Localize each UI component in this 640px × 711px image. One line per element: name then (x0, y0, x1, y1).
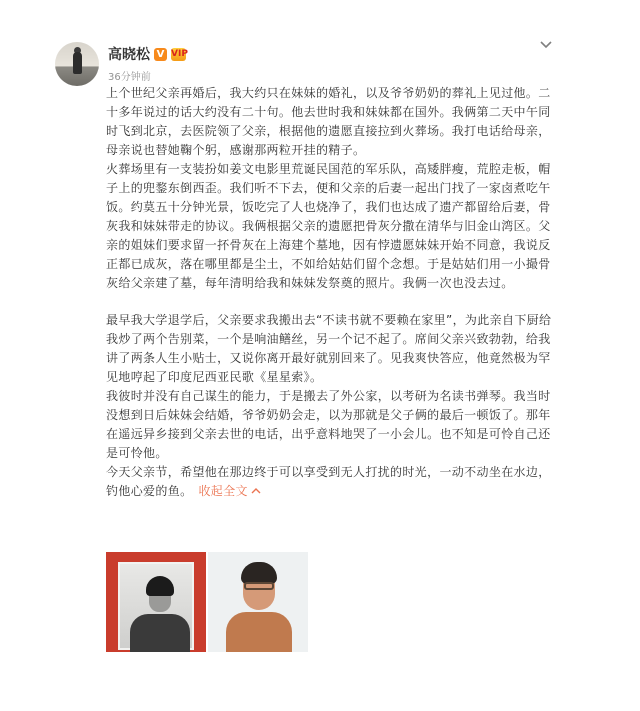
paragraph-1: 上个世纪父亲再婚后，我大约只在妹妹的婚礼，以及爷爷奶奶的葬礼上见过他。二十多年说过的话大约没有二十句。他去世时我和妹妹都在国外。我俩第二天中午同时飞到北京，去医院领了父亲，根据他的遗愿直接拉到火葬场。我打电话给母亲，母亲说也替她鞠个躬，感谢那两粒开挂的精子。 (106, 86, 551, 157)
chevron-up-icon[interactable] (251, 487, 261, 495)
glasses-icon (244, 582, 274, 590)
paragraph-3: 最早我大学退学后，父亲要求我搬出去“不读书就不要赖在家里”，为此亲自下厨给我炒了两个告别菜，一个是响油鳝丝，另一个记不起了。席间父亲兴致勃勃，给我讲了两条人生小贴士，又说你离开最好就别回来了。见我爽快答应，他竟然极为罕见地哼起了印度尼西亚民歌《星星索》。 (106, 313, 552, 384)
verified-badge-icon[interactable]: V (154, 48, 167, 61)
paragraph-2: 火葬场里有一支装扮如姜文电影里荒诞民国范的军乐队，高矮胖瘦，荒腔走板，帽子上的兜鍪东倒西歪。我们听不下去，便和父亲的后妻一起出门找了一家卤煮吃午饭。约莫五十分钟光景，饭吃完了人也烧净了，我们也达成了遗产都留给后妻，骨灰我和妹妹带走的协议。我俩根据父亲的遗愿把骨灰分撒在清华与旧金山湾区。父亲的姐妹们要求留一抔骨灰在上海建个墓地，因有悖遗愿妹妹开始不同意，我说反正都已成灰，落在哪里都是尘土，不如给姑姑们留个念想。于是姑姑们用一小撮骨灰给父亲建了墓，每年清明给我和妹妹发祭奠的照片。我俩一次也没去过。 (106, 162, 551, 290)
avatar-figure-body (73, 52, 82, 74)
photo-young-man-portrait[interactable] (106, 552, 206, 652)
post-content (106, 84, 558, 501)
avatar[interactable] (55, 42, 99, 86)
chevron-down-icon[interactable] (539, 40, 553, 50)
paragraph-gap (106, 293, 558, 311)
username[interactable]: 高晓松 (108, 47, 150, 63)
photo-body (226, 612, 292, 652)
collapse-label[interactable]: 收起全文 (198, 484, 248, 498)
photo-shoulders (130, 614, 190, 652)
vip-badge-icon[interactable]: VIP (171, 48, 188, 59)
photo-man-with-glasses[interactable] (208, 552, 308, 652)
photo-grid (106, 552, 308, 652)
user-row (108, 44, 186, 64)
photo-hair (146, 576, 174, 596)
paragraph-5-text: 今天父亲节，希望他在那边终于可以享受到无人打扰的时光，一动不动坐在水边，钓他心爱的鱼。 (106, 465, 551, 498)
paragraph-4: 我彼时并没有自己谋生的能力，于是搬去了外公家，以考研为名读书弹琴。我当时没想到日后妹妹会结婚，爷爷奶奶会走，以为那就是父子俩的最后一顿饭了。那年在遥远异乡接到父亲去世的电话，出乎意料地哭了一小会儿。也不知是可怜自己还是可怜他。 (106, 389, 551, 460)
timestamp[interactable]: 36分钟前 (108, 72, 151, 83)
collapse-button[interactable] (198, 484, 260, 498)
paragraph-5 (106, 463, 558, 501)
photo-card (118, 562, 194, 650)
photo-hair (241, 562, 277, 584)
